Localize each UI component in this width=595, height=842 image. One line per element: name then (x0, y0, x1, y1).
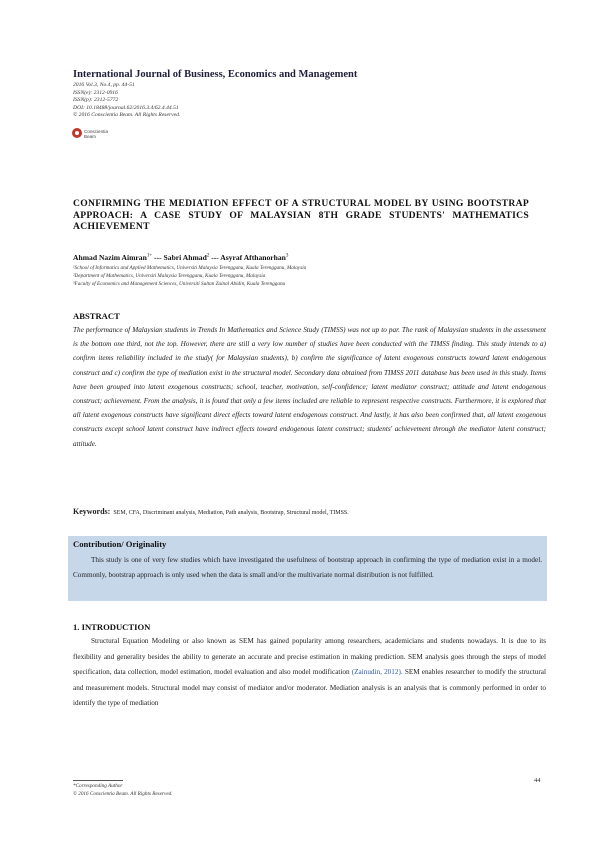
author-separator: --- (209, 253, 221, 262)
logo-icon (72, 128, 82, 138)
author-separator: --- (152, 253, 164, 262)
keywords (73, 507, 349, 516)
footnote-line: © 2016 Conscientia Beam. All Rights Reserved. (73, 790, 173, 797)
affiliation-line: ³Faculty of Economics and Management Sciences, Universiti Sultan Zainal Abidin, Kuala Terengganu (73, 281, 286, 288)
journal-title: International Journal of Business, Economics and Management (73, 69, 358, 80)
affiliations (73, 264, 306, 289)
meta-line: ISSN(p): 2312-5772 (73, 97, 119, 104)
paper-title: CONFIRMING THE MEDIATION EFFECT OF A STRUCTURAL MODEL BY USING BOOTSTRAP APPROACH: A CASE STUDY OF MALAYSIAN 8TH GRADE STUDENTS' MATHEMATICS ACHIEVEMENT (73, 198, 529, 232)
footnote-line: *Corresponding Author (73, 783, 123, 789)
author-marker: 2 (206, 253, 210, 259)
contribution-box (68, 536, 547, 601)
keywords-label: Keywords: (73, 507, 111, 516)
introduction-heading: 1. INTRODUCTION (73, 622, 151, 632)
affiliation-line: ²Department of Mathematics, Universiti Malaysia Terengganu, Kuala Terengganu, Malaysia (73, 273, 266, 280)
keywords-list: SEM, CFA, Discriminant analysis, Mediation, Path analysis, Bootstrap, Structural model, TIMSS. (113, 510, 349, 516)
affiliation-line: ¹School of Informatics and Applied Mathematics, Universiti Malaysia Terengganu, Kuala Terengganu, Malaysia (73, 265, 307, 271)
footnote (73, 783, 173, 799)
page-number: 44 (534, 777, 541, 784)
citation-link[interactable]: (Zainudin, 2012). (351, 668, 403, 677)
abstract-heading: ABSTRACT (73, 311, 120, 321)
publisher-logo (72, 127, 112, 140)
meta-line: DOI: 10.18488/journal.62/2016.3.4/62.4.44.51 (73, 104, 179, 111)
journal-meta (73, 82, 180, 120)
contribution-text: This study is one of very few studies which have investigated the usefulness of bootstrap approach in confirming the type of mediation exist in a model. Commonly, bootstrap approach is only used when the data is small and/or the multivariate normal distribution is not fulfilled. (73, 556, 542, 580)
introduction-text: Structural Equation Modeling or also known as SEM has gained popularity among researchers, academicians and students nowadays. It is due to its flexibility and generality besides the ability to generate an accurate and precise estimation in making prediction. SEM analysis goes through the steps of model specification, data collection, model estimation, model evaluation and also model modification (Zainudin, 2012). SEM enables researcher to modify the structural and measurement models. Structural model may consist of mediator and/or moderator. Mediation analysis is an analysis that is commonly performed in order to identify the type of mediation (73, 637, 546, 708)
footnote-divider (73, 780, 123, 781)
author-marker: 3 (285, 253, 289, 259)
contribution-heading: Contribution/ Originality (73, 539, 167, 549)
meta-line: 2016 Vol.3, No.4, pp. 44-51 (73, 82, 135, 88)
abstract-text: The performance of Malaysian students in Trends In Mathematics and Science Study (TIMSS) was not up to par. The rank of Malaysian students in the assessment is the bottom one third, not the top. However, there are still a very low number of studies have been conducted with the TIMSS finding. This study intends to a) confirm items reliability included in the study( for Malaysian students), b) confirm the significance of latent exogenous constructs toward latent endogenous construct and c) confirm the type of mediation exist in the structural model. Secondary data obtained from TIMSS 2011 database has been used in this study. Items have been grouped into latent exogenous constructs; school, teacher, motivation, self-confidence; latent mediator construct; attitude and latent endogenous construct; achievement. From the analysis, it is found that only a few items included are reliable to represent respective constructs. Furthermore, it is explored that all latent exogenous constructs have significant direct effects toward latent endogenous construct. And lastly, it has also been confirmed that, all latent exogenous constructs except school latent construct have indirect effects toward endogenous latent construct; students' achievement through the mediator latent construct; attitude. (73, 326, 546, 448)
meta-line: ISSN(e): 2312-0916 (73, 89, 118, 96)
author-name: Sabri Ahmad (163, 253, 207, 262)
meta-line: © 2016 Conscientia Beam. All Rights Reserved. (73, 112, 181, 119)
author-name: Ahmad Nazim Aimran (73, 253, 147, 262)
author-name: Asyraf Afthanorhan (220, 253, 286, 262)
author-list (73, 253, 288, 262)
logo-text: Conscientia Beam (84, 129, 109, 139)
author-marker: 1+ (146, 253, 153, 259)
